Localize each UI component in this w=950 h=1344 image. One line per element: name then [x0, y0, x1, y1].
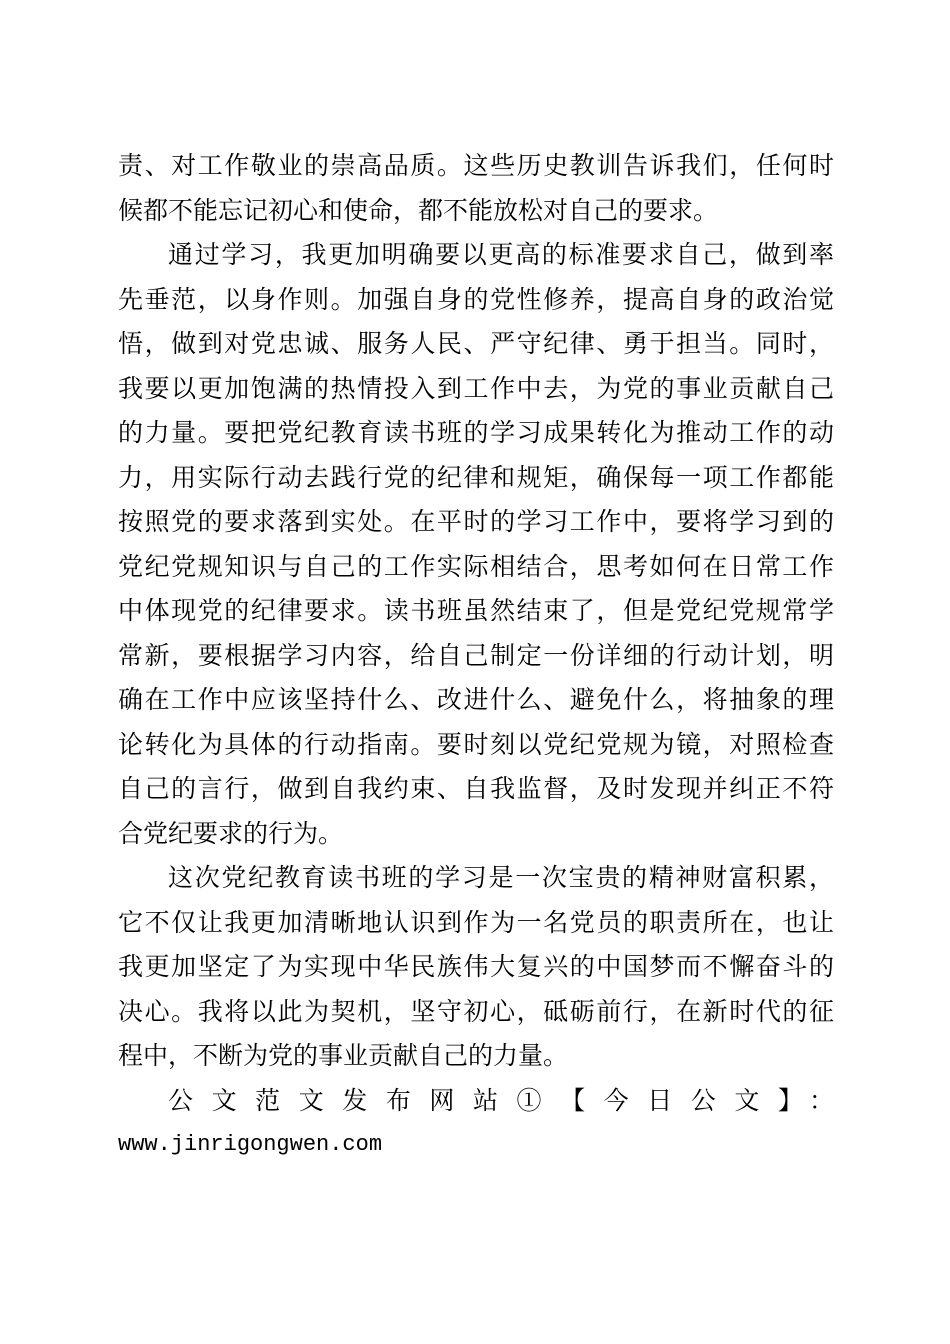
body-line: 按照党的要求落到实处。在平时的学习工作中，要将学习到的: [118, 507, 834, 536]
body-line: 候都不能忘记初心和使命，都不能放松对自己的要求。: [118, 195, 719, 225]
body-line: 悟，做到对党忠诚、服务人民、严守纪律、勇于担当。同时，: [118, 329, 834, 358]
body-line: 的力量。要把党纪教育读书班的学习成果转化为推动工作的动: [118, 418, 834, 447]
body-line: 决心。我将以此为契机，坚守初心，砥砺前行，在新时代的征: [118, 996, 834, 1026]
document-body: [118, 144, 834, 1168]
body-line: 中体现党的纪律要求。读书班虽然结束了，但是党纪党规常学: [118, 596, 834, 625]
body-line: 常新，要根据学习内容，给自己制定一份详细的行动计划，明: [118, 640, 834, 670]
body-line: 党纪党规知识与自己的工作实际相结合，思考如何在日常工作: [118, 551, 834, 581]
footer-site-url[interactable]: www.jinrigongwen.com: [118, 1132, 383, 1157]
body-line: 力，用实际行动去践行党的纪律和规矩，确保每一项工作都能: [118, 462, 834, 492]
body-line: 我更加坚定了为实现中华民族伟大复兴的中国梦而不懈奋斗的: [118, 952, 834, 981]
body-line: 程中，不断为党的事业贡献自己的力量。: [118, 1041, 569, 1070]
body-line: 论转化为具体的行动指南。要时刻以党纪党规为镜，对照检查: [118, 729, 834, 759]
body-line: 通过学习，我更加明确要以更高的标准要求自己，做到率: [168, 240, 834, 269]
body-line: 责、对工作敬业的崇高品质。这些历史教训告诉我们，任何时: [118, 151, 834, 180]
body-line: 我要以更加饱满的热情投入到工作中去，为党的事业贡献自己: [118, 373, 834, 403]
body-line: 确在工作中应该坚持什么、改进什么、避免什么，将抽象的理: [118, 685, 834, 714]
body-line: 它不仅让我更加清晰地认识到作为一名党员的职责所在，也让: [118, 907, 834, 937]
body-line: 合党纪要求的行为。: [118, 818, 344, 848]
body-line: 先垂范，以身作则。加强自身的党性修养，提高自身的政治觉: [118, 284, 834, 314]
body-line: 自己的言行，做到自我约束、自我监督，及时发现并纠正不符: [118, 774, 834, 803]
footer-site-label: 公文范文发布网站①【今日公文】：: [168, 1085, 834, 1115]
body-line: 这次党纪教育读书班的学习是一次宝贵的精神财富积累，: [168, 863, 834, 892]
